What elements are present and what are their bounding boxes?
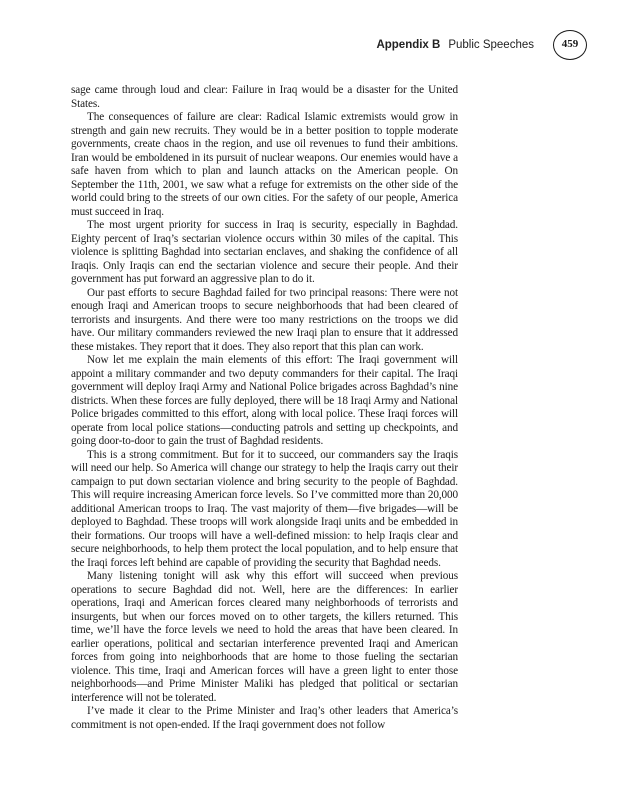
paragraph-5: Now let me explain the main elements of this effort: The Iraqi government will appoint a military commander and two deputy commanders for their capital. The Iraqi government will deploy Iraqi Army and National Police brigades across Baghdad’s nine districts. When these forces are fully deployed, there will be 18 Iraqi Army and National Police brigades committed to this effort, along with local police. These Iraqi forces will operate from local police stations—conducting patrols and setting up checkpoints, and going door-to-door to gain the trust of Baghdad residents. bbox=[71, 354, 458, 447]
section-title: Public Speeches bbox=[448, 39, 534, 51]
page-header bbox=[0, 30, 633, 62]
paragraph-2: The consequences of failure are clear: Radical Islamic extremists would grow in strength and gain new recruits. They would be in a better position to topple moderate governments, create chaos in the region, and use oil revenues to fund their ambitions. Iran would be emboldened in its pursuit of nuclear weapons. Our enemies would have a safe haven from which to plan and launch attacks on the American people. On September the 11th, 2001, we saw what a refuge for extremists on the other side of the world could bring to the streets of our own cities. For the safety of our people, America must succeed in Iraq. bbox=[71, 111, 458, 218]
paragraph-4: Our past efforts to secure Baghdad failed for two principal reasons: There were not enough Iraqi and American troops to secure neighborhoods that had been cleared of terrorists and insurgents. And there were too many restrictions on the troops we did have. Our military commanders reviewed the new Iraqi plan to ensure that it addressed these mistakes. They report that it does. They also report that this plan can work. bbox=[71, 286, 458, 353]
speech-body bbox=[71, 84, 458, 732]
running-head bbox=[376, 39, 534, 51]
paragraph-1: sage came through loud and clear: Failure in Iraq would be a disaster for the United States. bbox=[71, 84, 458, 110]
paragraph-6: This is a strong commitment. But for it to succeed, our commanders say the Iraqis will need our help. So America will change our strategy to help the Iraqis carry out their campaign to put down sectarian violence and bring security to the people of Baghdad. This will require increasing American force levels. So I’ve committed more than 20,000 additional American troops to Iraq. The vast majority of them—five brigades—will be deployed to Baghdad. These troops will work alongside Iraqi units and be embedded in their formations. Our troops will have a well-defined mission: to help Iraqis clear and secure neighborhoods, to help them protect the local population, and to help ensure that the Iraqi forces left behind are capable of providing the security that Baghdad needs. bbox=[71, 448, 458, 569]
paragraph-3: The most urgent priority for success in Iraq is security, especially in Baghdad. Eighty percent of Iraq’s sectarian violence occurs within 30 miles of the capital. This violence is splitting Baghdad into sectarian enclaves, and shaking the confidence of all Iraqis. Only Iraqis can end the sectarian violence and secure their people. And their government has put forward an aggressive plan to do it. bbox=[71, 219, 458, 285]
appendix-label: Appendix B bbox=[376, 39, 441, 51]
page-number: 459 bbox=[553, 30, 587, 60]
paragraph-7: Many listening tonight will ask why this effort will succeed when previous operations to secure Baghdad did not. Well, here are the differences: In earlier operations, Iraqi and American forces cleared many neighborhoods of terrorists and insurgents, but when our forces moved on to other targets, the killers returned. This time, we’ll have the force levels we need to hold the areas that have been cleared. In earlier operations, political and sectarian interference prevented Iraqi and American forces from going into neighborhoods that are home to those fueling the sectarian violence. This time, Iraqi and American forces will have a green light to enter those neighborhoods—and Prime Minister Maliki has pledged that political or sectarian interference will not be tolerated. bbox=[71, 570, 458, 704]
paragraph-8: I’ve made it clear to the Prime Minister and Iraq’s other leaders that America’s commitment is not open-ended. If the Iraqi government does not follow bbox=[71, 705, 458, 731]
